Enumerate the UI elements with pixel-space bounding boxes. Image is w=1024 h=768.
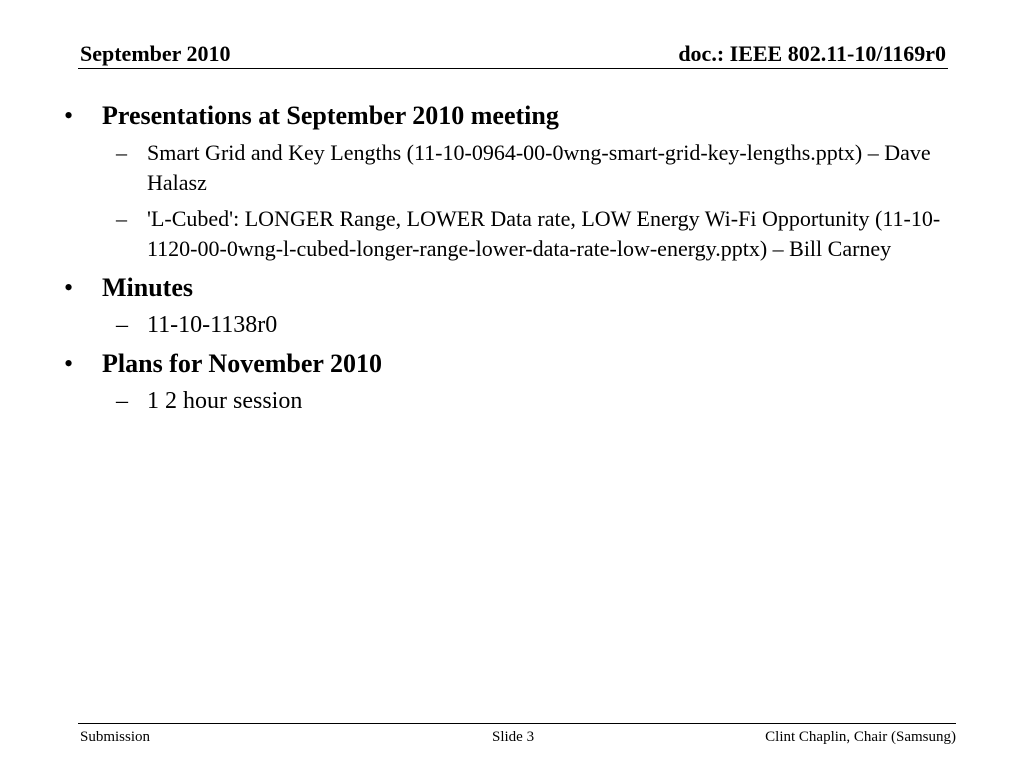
subitem-minutes-doc <box>64 310 954 340</box>
bullet-text: Presentations at September 2010 meeting <box>102 101 559 130</box>
subitem-session <box>64 386 954 416</box>
dash-icon: – <box>116 140 127 165</box>
header-divider <box>78 68 948 69</box>
subitem-smart-grid <box>64 138 954 198</box>
bullet-icon: • <box>64 273 74 302</box>
subitem-text: 11-10-1138r0 <box>147 312 278 338</box>
footer-author: Clint Chaplin, Chair (Samsung) <box>765 729 956 745</box>
footer-divider <box>78 723 956 724</box>
dash-icon: – <box>116 206 127 231</box>
bullet-presentations <box>64 100 964 132</box>
bullet-minutes <box>64 272 964 304</box>
subitem-text: 'L-Cubed': LONGER Range, LOWER Data rate, LOW Energy Wi-Fi Opportunity (11-10-1120-00-0wng-l-cubed-longer-range-lower-data-rate-low-energy.pptx) – Bill Carney <box>147 206 941 261</box>
subitem-l-cubed <box>64 204 954 264</box>
footer-submission: Submission <box>80 729 151 745</box>
header-doc-id: doc.: IEEE 802.11-10/1169r0 <box>678 41 946 66</box>
bullet-icon: • <box>64 349 74 378</box>
footer-slide-number: Slide 3 <box>492 729 535 745</box>
bullet-text: Plans for November 2010 <box>102 349 382 378</box>
header-date: September 2010 <box>80 41 231 66</box>
subitem-text: Smart Grid and Key Lengths (11-10-0964-00-0wng-smart-grid-key-lengths.pptx) – Dave Halasz <box>147 140 931 195</box>
bullet-plans <box>64 348 964 380</box>
bullet-icon: • <box>64 101 74 130</box>
dash-icon: – <box>116 388 128 414</box>
bullet-text: Minutes <box>102 273 193 302</box>
subitem-text: 1 2 hour session <box>147 388 303 414</box>
dash-icon: – <box>116 312 128 338</box>
slide-body <box>64 100 964 416</box>
